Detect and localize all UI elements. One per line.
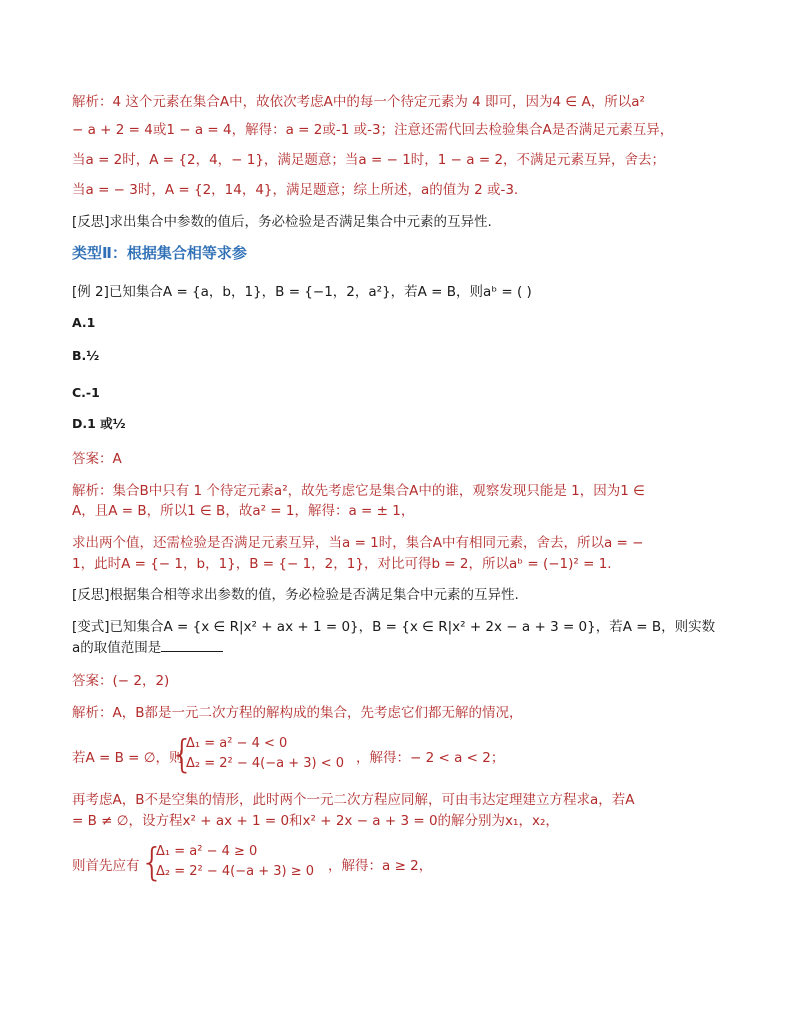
case-1-eq-1: Δ₁ = a² − 4 < 0: [186, 736, 288, 751]
section-heading: 类型Ⅱ：根据集合相等求参: [72, 244, 247, 262]
example-2-question: [例 2]已知集合A = {a，b，1}，B = {−1，2，a²}，若A = B，则aᵇ = ( ): [72, 284, 532, 300]
option-d: D.1 或½: [72, 416, 126, 431]
analysis-2-line-3: 求出两个值，还需检验是否满足元素互异，当a = 1时，集合A中有相同元素，舍去，所以a = −: [72, 535, 644, 551]
case-2-suffix: ，解得：a ≥ 2，: [328, 858, 433, 874]
answer-2: 答案：A: [72, 451, 122, 467]
analysis-3-line-4: = B ≠ ∅，设方程x² + ax + 1 = 0和x² + 2x − a + 3 = 0的解分别为x₁，x₂，: [72, 813, 559, 829]
option-c: C.-1: [72, 385, 100, 400]
reflection-1: [反思]求出集合中参数的值后，务必检验是否满足集合中元素的互异性.: [72, 214, 492, 230]
case-2-eq-2: Δ₂ = 2² − 4(−a + 3) ≥ 0: [156, 864, 315, 879]
analysis-3-line-1: 解析：A，B都是一元二次方程的解构成的集合，先考虑它们都无解的情况，: [72, 705, 523, 721]
analysis-1-line-2: − a + 2 = 4或1 − a = 4，解得：a = 2或-1 或-3；注意还需代回去检验集合A是否满足元素互异，: [72, 122, 674, 138]
option-a: A.1: [72, 315, 96, 330]
answer-blank: [161, 639, 223, 652]
case-1-brace: {: [170, 732, 195, 776]
case-2-eq-1: Δ₁ = a² − 4 ≥ 0: [156, 844, 258, 859]
case-2-prefix: 则首先应有: [72, 858, 140, 874]
option-b: B.½: [72, 348, 100, 363]
case-1-prefix: 若A = B = ∅，则: [72, 750, 183, 766]
case-2-brace: {: [140, 840, 165, 884]
case-1-eq-2: Δ₂ = 2² − 4(−a + 3) < 0: [186, 756, 345, 771]
reflection-2: [反思]根据集合相等求出参数的值，务必检验是否满足集合中元素的互异性.: [72, 587, 519, 603]
variant-line-2: [72, 638, 223, 658]
analysis-1-line-3: 当a = 2时，A = {2，4，− 1}，满足题意；当a = − 1时，1 − a = 2，不满足元素互异，舍去；: [72, 152, 666, 168]
analysis-2-line-4: 1，此时A = {− 1，b，1}，B = {− 1，2，1}，对比可得b = 2，所以aᵇ = (−1)² = 1.: [72, 556, 612, 572]
analysis-3-line-3: 再考虑A，B不是空集的情形，此时两个一元二次方程应同解，可由韦达定理建立方程求a，若A: [72, 792, 635, 808]
variant-line-2-text: a的取值范围是: [72, 640, 162, 656]
variant-line-1: [变式]已知集合A = {x ∈ R|x² + ax + 1 = 0}，B = {x ∈ R|x² + 2x − a + 3 = 0}，若A = B，则实数: [72, 619, 716, 635]
analysis-2-line-1: 解析：集合B中只有 1 个待定元素a²，故先考虑它是集合A中的谁，观察发现只能是 1，因为1 ∈: [72, 483, 645, 499]
case-1-suffix: ，解得：− 2 < a < 2；: [356, 750, 505, 766]
analysis-1-line-1: 解析：4 这个元素在集合A中，故依次考虑A中的每一个待定元素为 4 即可，因为4 ∈ A，所以a²: [72, 94, 645, 110]
analysis-2-line-2: A，且A = B，所以1 ∈ B，故a² = 1，解得：a = ± 1，: [72, 503, 415, 519]
answer-3: 答案：(− 2，2): [72, 673, 170, 689]
analysis-1-line-4: 当a = − 3时，A = {2，14，4}，满足题意；综上所述，a的值为 2 或-3.: [72, 182, 519, 198]
